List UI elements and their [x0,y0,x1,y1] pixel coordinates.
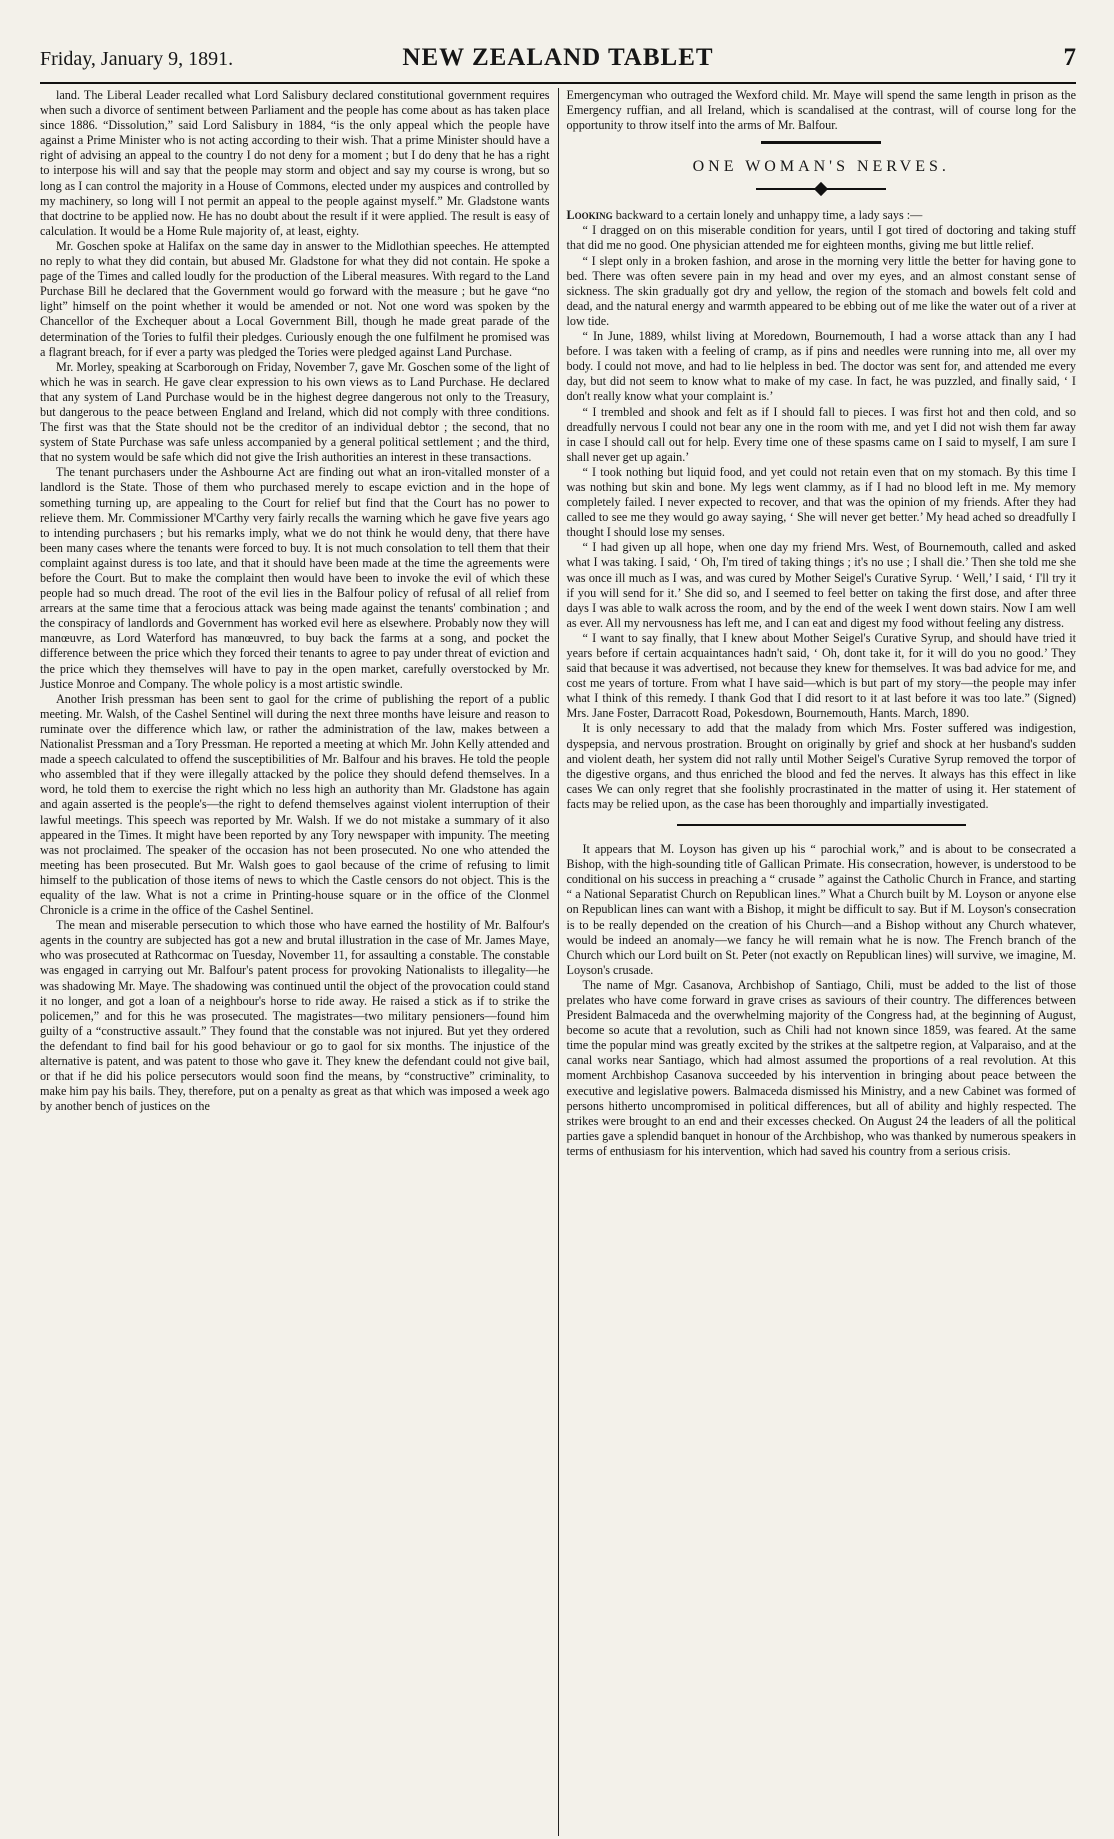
masthead-rule [40,82,1076,84]
article-paragraph: It is only necessary to add that the malady from which Mrs. Foster suffered was indigestion, dyspepsia, and nervous prostration. Brought on originally by grief and shock at her husband's sudden and violent death, her system did not rally until Mother Seigel's Curative Syrup removed the torpor of the digestive organs, and thus enriched the blood and fed the nerves. It always has this effect in like cases We can only regret that she foolishly procrastinated in the matter of using it. Her statement of facts may be relied upon, as the case has been thoroughly and impartially investigated. [566,721,1076,811]
closing-paragraph: The name of Mgr. Casanova, Archbishop of Santiago, Chili, must be added to the list of those prelates who have come forward in grave crises as saviours of their country. The differences between President Balmaceda and the overwhelming majority of the Congress had, at the beginning of August, become so acute that a revolution, such as Chili had not known since 1859, was feared. At the same time the popular mind was greatly excited by the strikes at the saltpetre region, at Valparaiso, and at the canal works near Santiago, which had almost assumed the proportions of a real revolution. At this moment Archbishop Casanova succeeded by his intervention in bringing about peace between the executive and legislative powers. Balmaceda dismissed his Ministry, and a new Cabinet was formed of persons hitherto uncompromised in political differences, but all of ability and highly respected. The strikes were brought to an end and their excesses checked. On August 24 the leaders of all the political parties gave a splendid banquet in honour of the Archbishop, who was thanked by numerous speakers in terms of enthusiasm for his intervention, which had saved his country from a serious crisis. [566,977,1076,1158]
issue-date: Friday, January 9, 1891. [40,48,234,70]
article-paragraph: “ I had given up all hope, when one day my friend Mrs. West, of Bournemouth, called and asked what I was taking. I said, ‘ Oh, I'm tired of taking things ; it's no use ; I shall die.’ Then she told me she was once ill much as I was, and was cured by Mother Seigel's Curative Syrup. ‘ Well,’ I said, ‘ I'll try it if you will send for it.’ She did so, and I seemed to feel better on taking the first dose, and after three days I was able to walk across the room, and by the end of the week I went down stairs. Now I am well as ever. All my nervousness has left me, and I can eat and digest my food without feeling any distress. [566,540,1076,630]
left-paragraph: land. The Liberal Leader recalled what Lord Salisbury declared constitutional government requires when such a divorce of sentiment between Parliament and the people has come about as has taken place since 1886. “Dissolution,” said Lord Salisbury in 1884, “is the only appeal which the people have against a Prime Minister who is not acting according to their wish. That a prime Minister should have a right of advising an appeal to the country I do not deny for a moment ; but I do deny that he has a right to interpose his will and say that the people may storm and object and say my course is wrong, but so long as I can control the majority in a House of Commons, elected under my auspices and controlled by my machinery, so long will I not permit an appeal to the people against myself.” Mr. Gladstone wants that doctrine to be applied now. He has no doubt about the result if it were applied. The result is easy of calculation. It would be a Home Rule majority of, at least, eighty. [40,88,550,238]
closing-paragraph: It appears that M. Loyson has given up his “ parochial work,” and is about to be consecrated a Bishop, with the high-sounding title of Gallican Primate. His consecration, however, is understood to be conditional on his success in preaching a “ crusade ” against the Catholic Church in France, and starting “ a National Separatist Church on Republican lines.” What a Church built by M. Loyson or anyone else on Republican lines can want with a Bishop, it might be difficult to say. But if M. Loyson's consecration is to be really depended on the creation of his Church—and a Bishop without any Church whatever, would be indeed an anomaly—we fancy he will remain what he is now. The French branch of the Church which our Lord built on St. Peter (not exactly on Republican lines) will survive, we imagine, M. Loyson's crusade. [566,842,1076,977]
left-paragraph: Another Irish pressman has been sent to gaol for the crime of publishing the report of a public meeting. Mr. Walsh, of the Cashel Sentinel will during the next three months have leisure and reason to ruminate over the difference which law, or rather the administration of the law, makes between a Nationalist Pressman and a Tory Pressman. He reported a meeting at which Mr. John Kelly attended and made a speech calculated to offend the susceptibilities of Mr. Balfour and his braves. He told the people who assembled that if they were illegally attacked by the police they should defend themselves. In a word, he told them to exercise the right which no less high an authority than Mr. Gladstone has again and again asserted is the people's—the right to defend themselves against violent interruption of their lawful meetings. This speech was reported by Mr. Walsh. If we do not mistake a summary of it also appeared in the Times. It might have been reported by any Tory newspaper with impunity. The meeting was not proclaimed. The speaker of the occasion has not been prosecuted. No one who attended the meeting has been prosecuted. But Mr. Walsh goes to gaol because of the crime of refusing to limit himself to the publication of those items of news to which the Castle censors do not object. This is the equality of the law. What is not a crime in Printing-house square or in the office of the Clonmel Chronicle is a crime in the office of the Cashel Sentinel. [40,691,550,918]
columns [40,88,1076,1836]
article-paragraph: “ I want to say finally, that I knew about Mother Seigel's Curative Syrup, and should have tried it years before if certain acquaintances hadn't said, ‘ Oh, dont take it, for it will do you no good.’ They said that because it was advertised, not because they knew for themselves. It was bad advice for me, and cost me years of torture. From what I have said—which is but part of my story—the people may infer what I think of this remedy. I thank God that I did resort to it at last before it was too late.” (Signed) Mrs. Jane Foster, Darracott Road, Pokesdown, Bournemouth, Hants. March, 1890. [566,630,1076,721]
article-heading: ONE WOMAN'S NERVES. [692,158,950,176]
left-paragraph: The tenant purchasers under the Ashbourne Act are finding out what an iron-vitalled monster of a landlord is the State. Those of them who purchased merely to escape eviction and in the hope of something turning up, are appealing to the Court for relief but find that the Court has no power to relieve them. Mr. Commissioner M'Carthy very fairly recalls the warning which he gave five years ago to intending purchasers ; but his remarks imply, what we do not think he would deny, that there have been many cases where the tenants were forced to buy. It is not much consolation to tell them that their complaint against duress is too late, and that it should have been made at the time the agreements were before the Court. But to make the complaint then would have been to invoke the evil of which these people had so much dread. The root of the evil lies in the Balfour policy of refusal of all relief from arrears at the same time that a ferocious attack was being made against the tenants' combination ; and the conspiracy of landlords and Government has worked evil here as elsewhere. Probably now they will manœuvre, as Lord Waterford has manœuvred, to buy back the farms at a song, and pocket the difference between the price which they forced their tenants to agree to pay under threat of eviction and the price which they themselves will have to pay in the open market, carefully overstocked by Mr. Justice Monroe and Company. The whole policy is a most artistic swindle. [40,465,550,691]
article-paragraph: “ I dragged on on this miserable condition for years, until I got tired of doctoring and taking stuff that did me no good. One physician attended me for eighteen months, giving me but little relief. [566,223,1076,253]
page-number: 7 [1063,44,1076,71]
diamond-ornament-icon [756,184,886,194]
left-paragraph: The mean and miserable persecution to which those who have earned the hostility of Mr. Balfour's agents in the country are subjected has got a new and brutal illustration in the case of Mr. James Maye, who was prosecuted at Rathcormac on Tuesday, November 11, for assaulting a constable. The constable was engaged in carrying out Mr. Balfour's patent process for provoking Nationalists to illegality—he was shadowing Mr. Maye. The shadowing was continued until the object of the provocation could stand it no longer, and got a loan of a neighbour's horse to ride away. He raised a stick as if to strike the policemen,” and for this he was prosecuted. The magistrates—two military pensioners—found him guilty of a “constructive assault.” They found that the constable was not injured. But yet they ordered the defendant to find bail for his good behaviour or go to gaol for six months. The injustice of the alternative is patent, and was patent to those who gave it. They knew the defendant could not give bail, or that if he did his police persecutors would soon find the means, by “constructive” criminality, to make him pay his bails. They, therefore, put on a penalty as great as that which was imposed a week ago by another bench of justices on the [40,918,550,1114]
article-paragraph: “ In June, 1889, whilst living at Moredown, Bournemouth, I had a worse attack than any I had before. I was taken with a feeling of cramp, as if pins and needles were running into me, all over my body. I could not move, and had to lie helpless in bed. The doctor was sent for, and attended me every day, but did not seem to know what to make of my case. In fact, he was puzzled, and finally said, ‘ I don't really know what your complaint is.’ [566,329,1076,404]
article-intro [567,208,1077,223]
newspaper-title: NEW ZEALAND TABLET [402,44,714,71]
left-column [40,88,558,1836]
article-heading-block [567,141,1077,194]
left-paragraph: Mr. Morley, speaking at Scarborough on Friday, November 7, gave Mr. Goschen some of the light of which he was in search. He gave clear expression to his own views as to Land Purchase. He declared that any system of Land Purchase would be in the highest degree dangerous not only to the Treasury, but dangerous to the peace between England and Ireland, which did not comply with three conditions. The first was that the State should not be the creditor of an individual debtor ; the second, that no system of State Purchase was safe unless accompanied by a general political settlement ; and the third, that no system would be safe which did not give the Irish authorities an interest in these transactions. [40,359,550,465]
right-opening-paragraph: Emergencyman who outraged the Wexford child. Mr. Maye will spend the same length in prison as the Emergency ruffian, and all Ireland, which is scandalised at the contrast, will of course long for the opportunity to throw itself into the arms of Mr. Balfour. [566,88,1076,133]
article-lead-word: Looking [566,208,613,223]
article-paragraph: “ I trembled and shook and felt as if I should fall to pieces. I was first hot and then cold, and so dreadfully nervous I could not bear any one in the room with me, and yet I did not wish them far away in case I should call out for help. Every time one of these spasms came on I said to myself, I am sure I shall never get up again.’ [566,404,1076,464]
left-paragraph: Mr. Goschen spoke at Halifax on the same day in answer to the Midlothian speeches. He attempted no reply to what they did contain, but abused Mr. Gladstone for what they did not contain. He spoke a page of the Times and called loudly for the production of the Liberal measures. With regard to the Land Purchase Bill he declared that the Government would go forward with the measure ; but he gave “no light” himself on the point whether it would be amended or not. Not one word was spoken by the Chancellor of the Exchequer about a Local Government Bill, though he made great parade of the determination of the Tories to fulfil their pledges. Curiously enough the one fulfilment he promised was a flagrant breach, for if ever a party was pledged the Tories were pledged against Land Purchase. [40,238,550,359]
right-column [558,88,1077,1836]
masthead [40,0,1076,78]
article-intro-text: backward to a certain lonely and unhappy time, a lady says :— [612,208,923,223]
heading-rule [761,141,881,144]
article-paragraph: “ I slept only in a broken fashion, and arose in the morning very little the better for having gone to bed. There was often severe pain in my head and over my eyes, and an almost constant sense of sickness. The skin gradually got dry and yellow, the region of the stomach and bowels felt cold and dead, and the natural energy and warmth appeared to be ebbing out of me like the water out of a river at low tide. [566,253,1076,328]
section-divider [677,824,967,826]
article-paragraph: “ I took nothing but liquid food, and yet could not retain even that on my stomach. By this time I was nothing but skin and bone. My legs went clammy, as if I had no blood left in me. My memory completely failed. I never expected to recover, and that was the opinion of my friends. After they had called to see me they would go away saying, ‘ She will never get better.’ My head ached so dreadfully I thought I should lose my senses. [566,464,1076,540]
